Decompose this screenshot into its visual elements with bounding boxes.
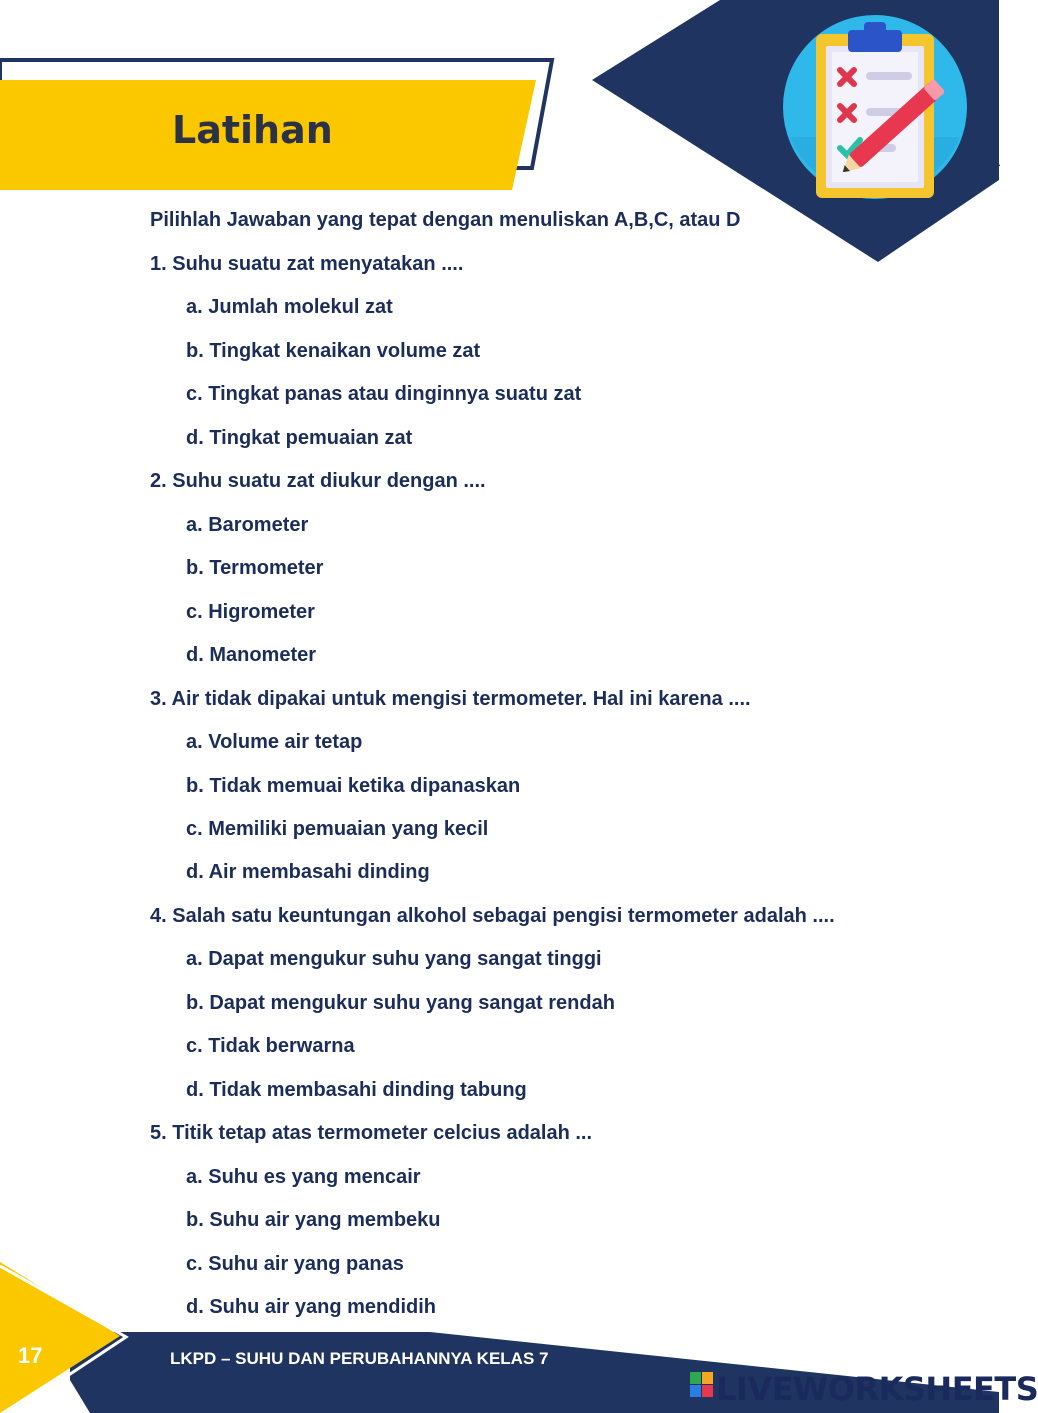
question-3-option-b[interactable]: b. Tidak memuai ketika dipanaskan	[186, 775, 521, 797]
liveworksheets-logo-icon	[690, 1372, 714, 1398]
question-3-option-d[interactable]: d. Air membasahi dinding	[186, 861, 430, 883]
footer-title: LKPD – SUHU DAN PERUBAHANNYA KELAS 7	[170, 1349, 549, 1368]
question-4-option-a[interactable]: a. Dapat mengukur suhu yang sangat tinggi	[186, 948, 602, 970]
question-1-option-d[interactable]: d. Tingkat pemuaian zat	[186, 427, 413, 449]
question-5: 5. Titik tetap atas termometer celcius adalah ...	[150, 1122, 593, 1144]
question-3-option-a[interactable]: a. Volume air tetap	[186, 731, 363, 753]
instruction-text: Pilihlah Jawaban yang tepat dengan menuliskan A,B,C, atau D	[150, 209, 741, 231]
question-4: 4. Salah satu keuntungan alkohol sebagai pengisi termometer adalah ....	[150, 905, 835, 927]
question-1: 1. Suhu suatu zat menyatakan ....	[150, 253, 464, 275]
question-2-option-c[interactable]: c. Higrometer	[186, 601, 315, 623]
question-1-option-b[interactable]: b. Tingkat kenaikan volume zat	[186, 340, 481, 362]
question-4-option-b[interactable]: b. Dapat mengukur suhu yang sangat rendah	[186, 992, 615, 1014]
question-2: 2. Suhu suatu zat diukur dengan ....	[150, 470, 486, 492]
question-4-option-c[interactable]: c. Tidak berwarna	[186, 1035, 355, 1057]
question-1-option-c[interactable]: c. Tingkat panas atau dinginnya suatu zat	[186, 383, 582, 405]
question-5-option-c[interactable]: c. Suhu air yang panas	[186, 1253, 404, 1275]
question-1-option-a[interactable]: a. Jumlah molekul zat	[186, 296, 393, 318]
page-title: Latihan	[172, 108, 333, 152]
question-5-option-b[interactable]: b. Suhu air yang membeku	[186, 1209, 441, 1231]
question-2-option-a[interactable]: a. Barometer	[186, 514, 309, 536]
question-5-option-d[interactable]: d. Suhu air yang mendidih	[186, 1296, 437, 1318]
question-3-option-c[interactable]: c. Memiliki pemuaian yang kecil	[186, 818, 489, 840]
clipboard-checklist-icon	[780, 12, 970, 212]
question-3: 3. Air tidak dipakai untuk mengisi termometer. Hal ini karena ....	[150, 688, 751, 710]
liveworksheets-brand: LIVEWORKSHEETS	[716, 1370, 1038, 1408]
question-5-option-a[interactable]: a. Suhu es yang mencair	[186, 1166, 421, 1188]
question-2-option-d[interactable]: d. Manometer	[186, 644, 317, 666]
page-number: 17	[18, 1343, 43, 1368]
question-2-option-b[interactable]: b. Termometer	[186, 557, 324, 579]
question-4-option-d[interactable]: d. Tidak membasahi dinding tabung	[186, 1079, 527, 1101]
